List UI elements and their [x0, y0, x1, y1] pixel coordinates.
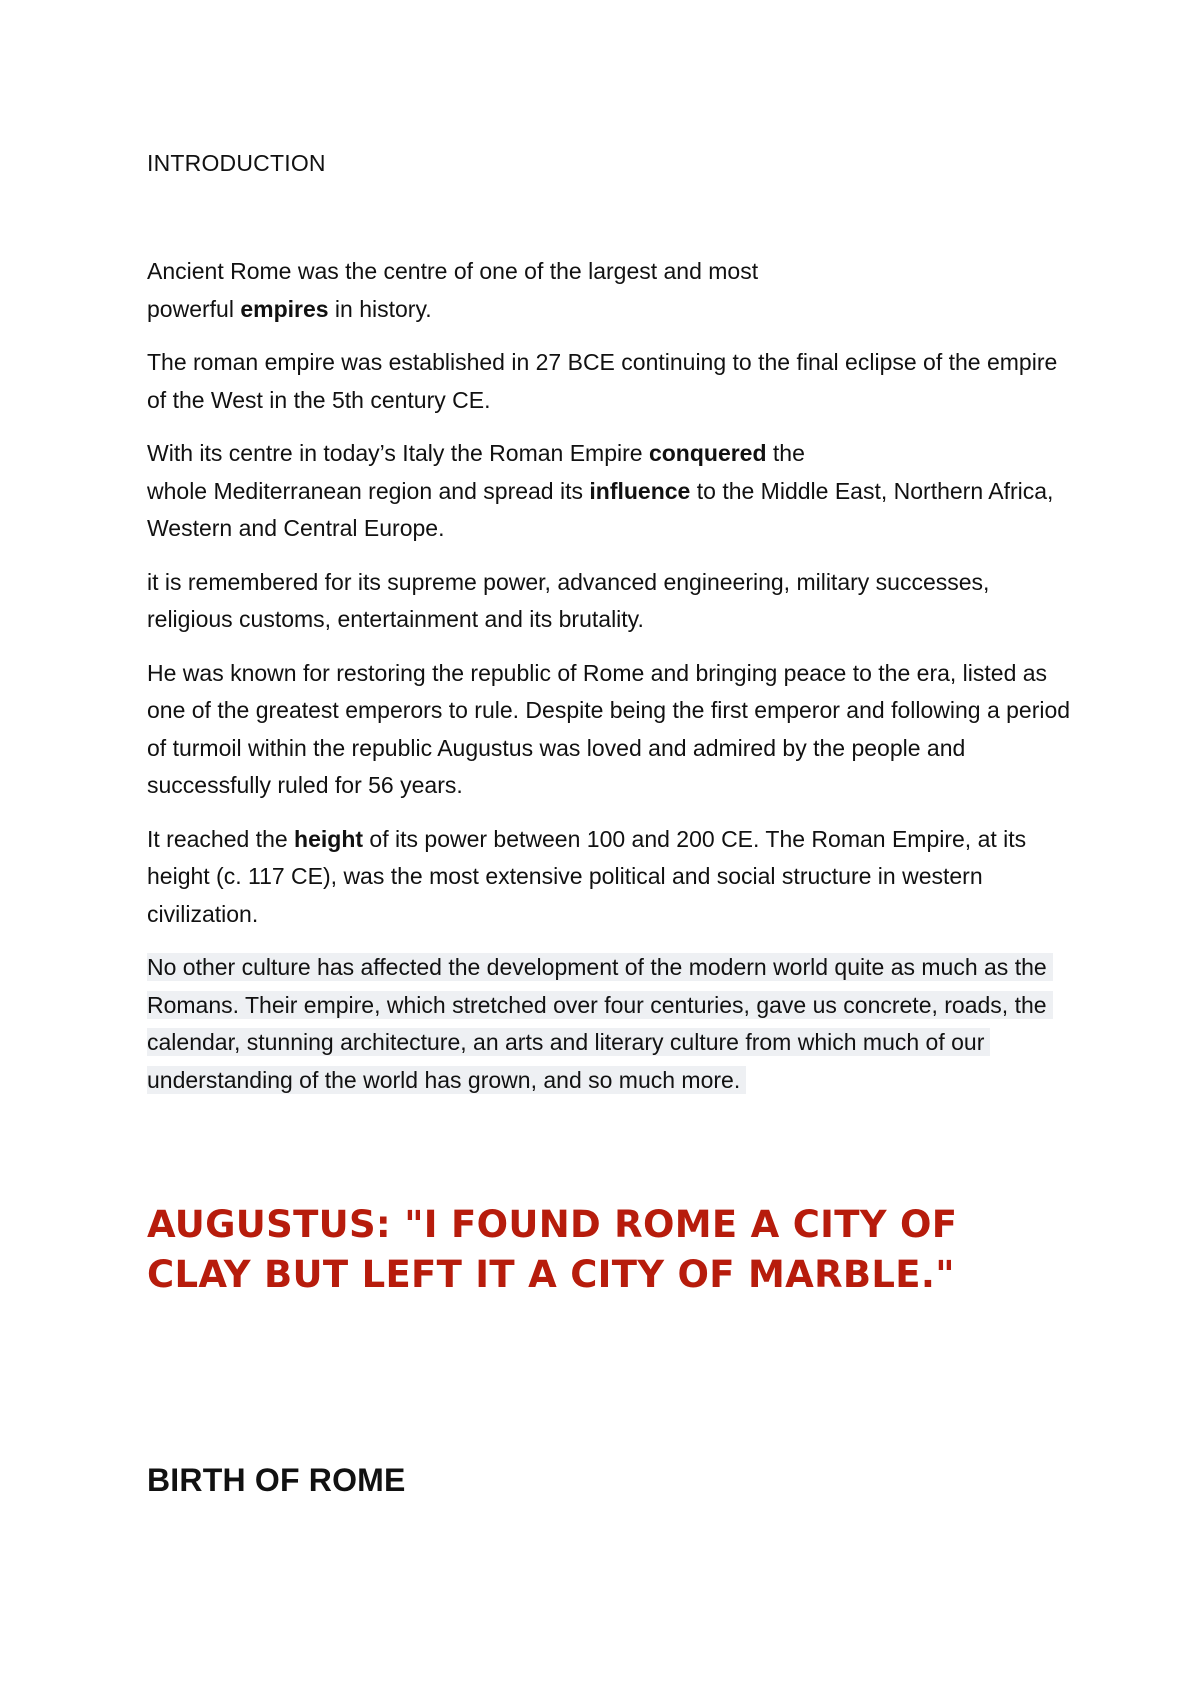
document-body: [147, 253, 1077, 1115]
paragraph-text: Ancient Rome was the centre of one of the largest and most: [147, 258, 759, 284]
paragraph-text: powerful: [147, 295, 241, 322]
paragraph-text: The roman empire was established in 27 BCE continuing to the final eclipse of the empire of the West in the 5th century CE.: [147, 349, 1058, 413]
paragraph-text: to the Middle East, Northern Africa, Western and Central Europe.: [147, 477, 1054, 541]
intro-heading: INTRODUCTION: [147, 150, 326, 176]
paragraph-text: the: [766, 440, 805, 466]
paragraph-text: in history.: [328, 295, 432, 322]
paragraph-2: [147, 344, 1077, 419]
paragraph-6: [147, 821, 1077, 934]
paragraph-7: [147, 949, 1077, 1099]
paragraph-text: of its power between 100 and 200 CE. The Roman Empire, at its height (c. 117 CE), was the most extensive political and social structure in western civilization.: [147, 825, 1027, 927]
augustus-quote: AUGUSTUS: "I FOUND ROME A CITY OF CLAY BUT LEFT IT A CITY OF MARBLE.": [147, 1203, 958, 1296]
paragraph-1: [147, 253, 1077, 328]
paragraph-3: [147, 435, 1077, 548]
bold-term: empires: [240, 295, 329, 322]
bold-term: influence: [589, 477, 691, 504]
paragraph-4: [147, 564, 1077, 639]
bold-term: conquered: [648, 440, 767, 466]
paragraph-text: It reached the: [147, 825, 295, 852]
bold-term: height: [294, 825, 364, 852]
paragraph-text: He was known for restoring the republic of Rome and bringing peace to the era, listed as one of the greatest emperors to rule. Despite being the first emperor and following a period of turmoil within the republic Augustus was loved and admired by the people and successfully ruled for 56 years.: [147, 659, 1071, 798]
paragraph-text: With its centre in today’s Italy the Roman Empire: [147, 440, 649, 466]
paragraph-text: whole Mediterranean region and spread its: [147, 477, 590, 504]
section-heading: BIRTH OF ROME: [147, 1462, 406, 1498]
paragraph-5: [147, 655, 1077, 805]
highlighted-paragraph-text: No other culture has affected the development of the modern world quite as much as the Romans. Their empire, which stretched over four centuries, gave us concrete, roads, the calendar, stunning architecture, an arts and literary culture from which much of our understanding of the world has grown, and so much more.: [147, 953, 1053, 1094]
paragraph-text: it is remembered for its supreme power, advanced engineering, military successes, religious customs, entertainment and its brutality.: [147, 568, 990, 632]
